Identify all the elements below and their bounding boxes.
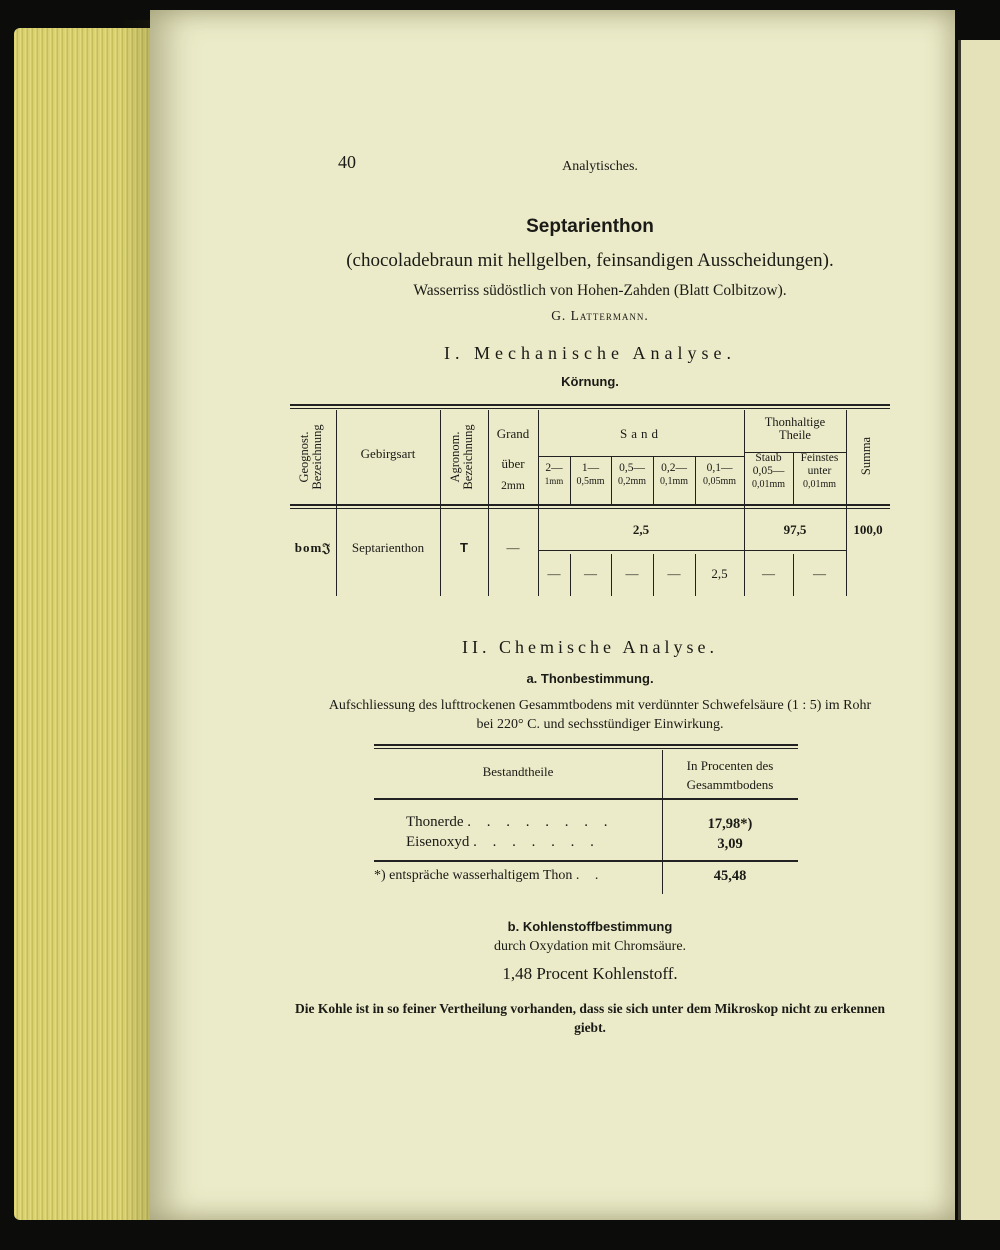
- chem-row-eisenoxyd-value: 3,09: [717, 836, 743, 852]
- header-summa: Summa: [859, 436, 873, 476]
- page-number: 40: [338, 152, 356, 172]
- sand-sub-1-b: 1mm: [544, 476, 564, 486]
- thonbestimmung-subheading: a. Thonbestimmung.: [526, 671, 654, 686]
- header-agronom: [449, 411, 479, 503]
- book-page: [150, 10, 955, 1220]
- sand-sub-3: [611, 462, 653, 488]
- chem-row-eisenoxyd-label: Eisenoxyd: [406, 834, 470, 850]
- kohlenstoff-note: Die Kohle ist in so feiner Vertheilung vorhanden, dass sie sich unter dem Mikroskop nicht zu erkennen giebt.: [295, 1001, 885, 1035]
- header-sand: Sand: [620, 426, 662, 441]
- sand-sub-2-a: 1—: [581, 462, 600, 474]
- sample-title: Septarienthon: [526, 216, 654, 237]
- row-sand-1: —: [547, 566, 561, 581]
- chem-footnote: *) entspräche wasserhaltigem Thon . .: [374, 868, 605, 883]
- header-gebirgsart: Gebirgsart: [360, 446, 416, 461]
- row-gebirgsart: Septarienthon: [351, 540, 425, 555]
- sand-sub-1-a: 2—: [545, 462, 563, 474]
- header-grand-size: 2mm: [501, 480, 525, 492]
- sand-sub-4-b: 0,1mm: [659, 476, 689, 487]
- sand-sub-5: [695, 462, 744, 488]
- header-thonhaltige-1: Thonhaltige: [764, 415, 826, 429]
- thon-sub-feinstes-b: unter: [807, 465, 832, 477]
- row-sand-total: 2,5: [632, 522, 650, 537]
- next-page-edge: [958, 40, 1000, 1220]
- chem-footnote-label: *) entspräche wasserhaltigem Thon: [374, 868, 573, 883]
- sand-sub-5-b: 0,05mm: [702, 476, 737, 487]
- author: G. Lattermann.: [551, 308, 649, 323]
- sand-sub-4-a: 0,2—: [661, 462, 687, 474]
- row-sand-2: —: [584, 566, 597, 581]
- thonbestimmung-description: Aufschliessung des lufttrockenen Gesammtbodens mit verdünnter Schwefelsäure (1 : 5) im Rohr bei 220° C. und sechsstündiger Einwirkung.: [328, 698, 872, 732]
- chemical-analysis-table: [374, 744, 798, 894]
- row-sand-4: —: [667, 566, 681, 581]
- header-thonhaltige-2: Theile: [779, 428, 811, 442]
- sample-location: Wasserriss südöstlich von Hohen-Zahden (Blatt Colbitzow).: [413, 282, 787, 299]
- sand-sub-1: [538, 462, 570, 488]
- thon-sub-staub-c: 0,01mm: [751, 479, 786, 490]
- row-thon-total: 97,5: [783, 522, 807, 537]
- header-geognost-label: Geognost. Bezeichnung: [297, 424, 324, 490]
- chem-row-thonerde-value: 17,98*): [707, 816, 753, 832]
- header-grand: Grand: [496, 426, 530, 441]
- mechanical-analysis-table: [290, 404, 890, 596]
- running-head: Analytisches.: [562, 159, 638, 174]
- header-agronom-label: Agronom. Bezeichnung: [448, 424, 475, 490]
- koernung-subheading: Körnung.: [561, 374, 619, 389]
- row-geognost: bom𝔍: [294, 540, 332, 555]
- section-chemical-heading: II. Chemische Analyse.: [462, 637, 718, 657]
- kohlenstoff-subheading: b. Kohlenstoffbestimmung: [507, 919, 673, 934]
- chem-header-procent-1: In Procenten des: [686, 758, 774, 773]
- kohlenstoff-result: 1,48 Procent Kohlenstoff.: [502, 964, 678, 983]
- header-geognost: [298, 411, 328, 503]
- chem-header-procent: [662, 756, 798, 794]
- kohlenstoff-method: durch Oxydation mit Chromsäure.: [493, 939, 687, 954]
- chem-row-thonerde: Thonerde . . . . . . . .: [406, 814, 614, 830]
- thon-sub-staub: [744, 452, 793, 491]
- thon-sub-staub-a: Staub: [755, 452, 782, 464]
- row-thon-2: —: [813, 566, 826, 581]
- thon-sub-feinstes-c: 0,01mm: [802, 479, 837, 490]
- sand-sub-3-b: 0,2mm: [617, 476, 647, 487]
- row-grand: —: [506, 540, 520, 555]
- chem-row-thonerde-label: Thonerde: [406, 814, 464, 830]
- header-grand-ueber: über: [501, 456, 525, 471]
- row-agronom: T: [460, 540, 468, 555]
- sand-sub-4: [653, 462, 695, 488]
- thon-sub-staub-b: 0,05—: [752, 465, 785, 477]
- row-sand-3: —: [625, 566, 639, 581]
- header-thonhaltige: [744, 416, 846, 442]
- chem-header-bestandtheile: Bestandtheile: [482, 764, 554, 779]
- sand-sub-3-a: 0,5—: [619, 462, 645, 474]
- sand-sub-2: [570, 462, 611, 488]
- row-summa: 100,0: [853, 522, 883, 537]
- sample-subtitle: (chocoladebraun mit hellgelben, feinsandigen Ausscheidungen).: [346, 250, 834, 271]
- thon-sub-feinstes: [793, 452, 846, 491]
- row-sand-5: 2,5: [711, 566, 728, 581]
- section-mechanical-heading: I. Mechanische Analyse.: [444, 343, 736, 363]
- chem-header-procent-2: Gesammtbodens: [686, 777, 774, 792]
- sand-sub-2-b: 0,5mm: [576, 476, 605, 487]
- chem-row-eisenoxyd: Eisenoxyd . . . . . . .: [406, 834, 600, 850]
- chem-footnote-value: 45,48: [713, 868, 747, 884]
- row-thon-1: —: [762, 566, 775, 581]
- sand-sub-5-a: 0,1—: [706, 462, 733, 474]
- thon-sub-feinstes-a: Feinstes: [800, 452, 839, 464]
